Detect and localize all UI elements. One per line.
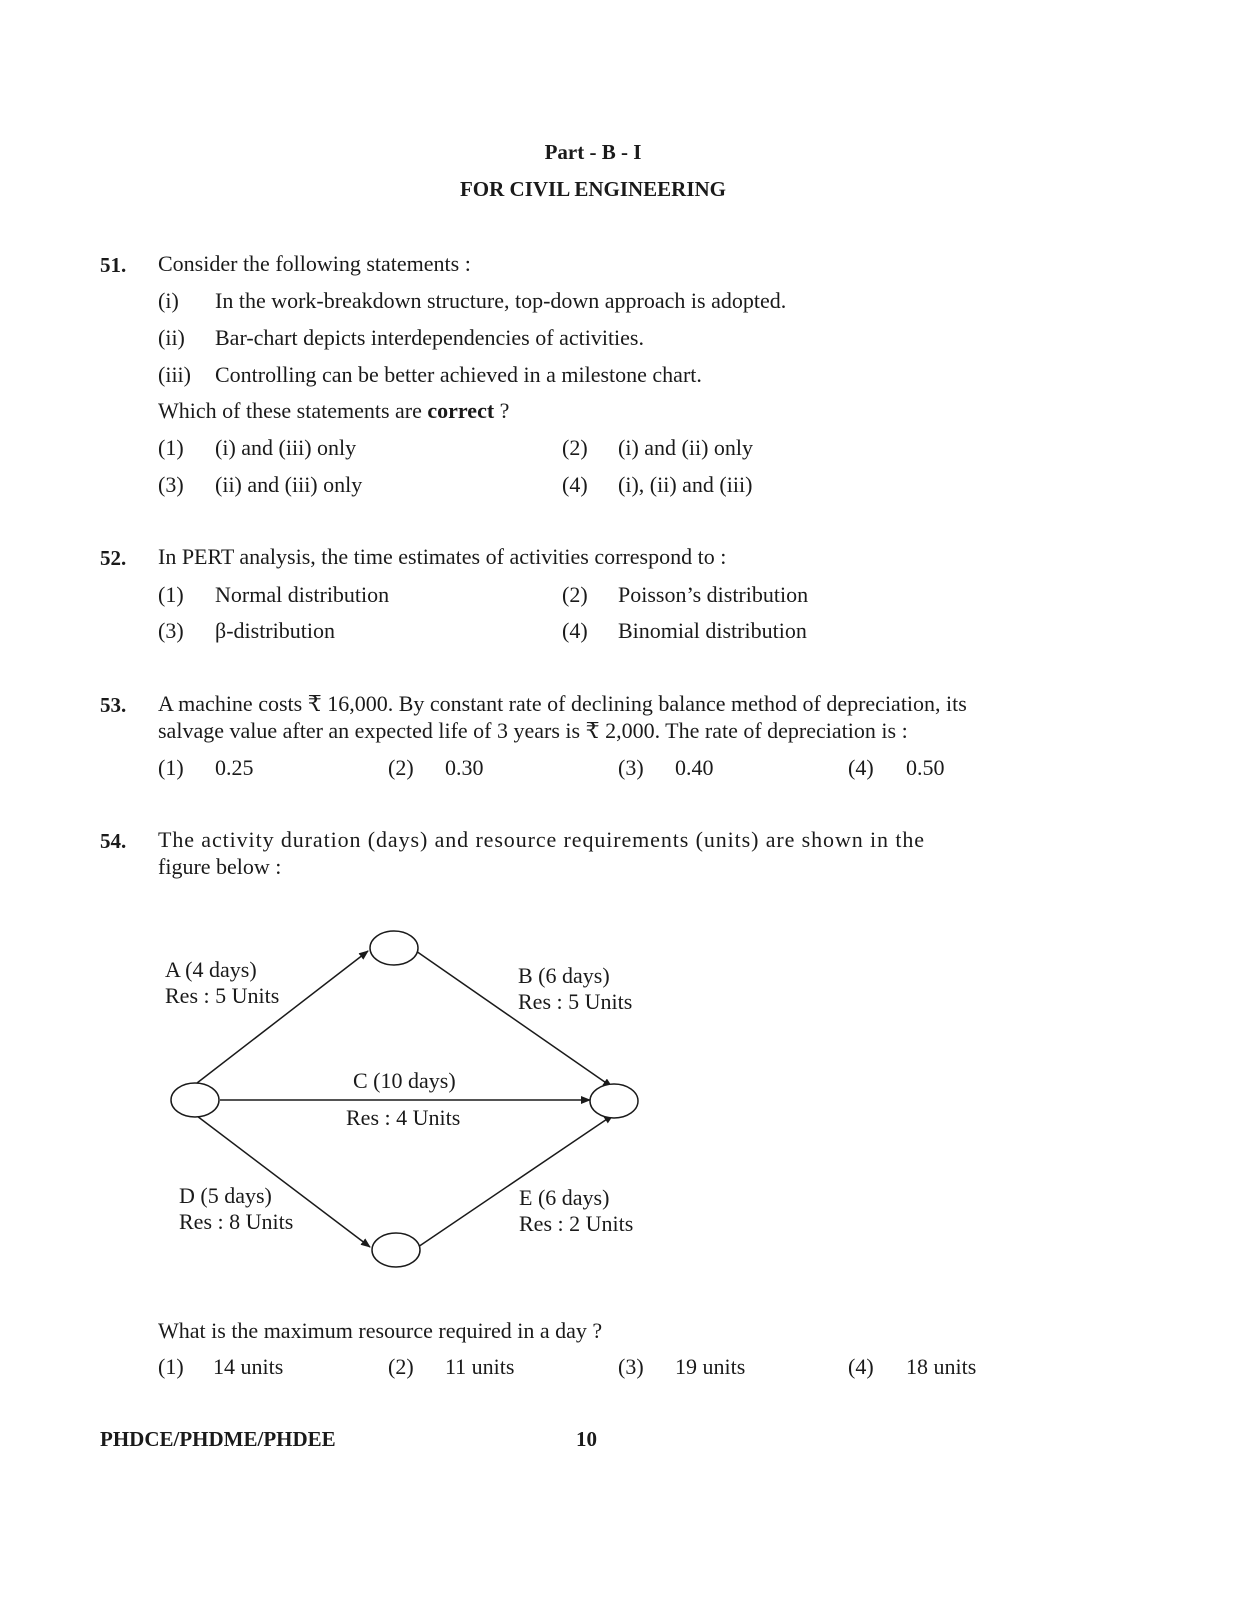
paper-code: PHDCE/PHDME/PHDEE: [100, 1427, 336, 1451]
option-text: (i), (ii) and (iii): [618, 472, 753, 497]
option-text: (i) and (iii) only: [215, 435, 357, 460]
option-number: (3): [158, 618, 184, 643]
question-stem-line: figure below :: [158, 854, 282, 879]
option-text: (i) and (ii) only: [618, 435, 754, 460]
option-number: (4): [562, 472, 588, 497]
statement-text: Controlling can be better achieved in a milestone chart.: [215, 362, 702, 387]
activity-d-label: [179, 1183, 293, 1235]
question-number: 53.: [100, 693, 127, 717]
activity-c-resource: Res : 4 Units: [346, 1105, 461, 1130]
statement-label: (ii): [158, 325, 185, 350]
node-top: [370, 931, 418, 965]
activity-a-duration: A (4 days): [165, 957, 257, 982]
option-text: (ii) and (iii) only: [215, 472, 363, 497]
node-bottom: [372, 1233, 420, 1267]
option-text: 14 units: [213, 1354, 284, 1379]
option-number: (4): [848, 1354, 874, 1379]
option-number: (3): [618, 755, 644, 780]
option-number: (4): [848, 755, 874, 780]
option-text: Normal distribution: [215, 582, 390, 607]
activity-b-resource: Res : 5 Units: [518, 989, 633, 1014]
option-text: 0.40: [675, 755, 714, 780]
section-heading: FOR CIVIL ENGINEERING: [459, 177, 727, 201]
option-number: (2): [388, 755, 414, 780]
node-start: [171, 1083, 219, 1117]
activity-a-label: [165, 957, 279, 1009]
option-number: (1): [158, 1354, 184, 1379]
activity-e-resource: Res : 2 Units: [519, 1211, 634, 1236]
activity-e-label: [519, 1185, 633, 1237]
question-stem: Consider the following statements :: [158, 251, 471, 276]
option-text: 0.30: [445, 755, 484, 780]
question-prompt: What is the maximum resource required in a day ?: [158, 1318, 603, 1343]
activity-b-duration: B (6 days): [518, 963, 610, 988]
activity-d-resource: Res : 8 Units: [179, 1209, 294, 1234]
option-text: 11 units: [445, 1354, 515, 1379]
node-end: [590, 1084, 638, 1118]
option-text: 0.50: [906, 755, 945, 780]
option-number: (1): [158, 435, 184, 460]
part-heading: Part - B - I: [544, 140, 642, 164]
activity-a-resource: Res : 5 Units: [165, 983, 280, 1008]
option-number: (1): [158, 582, 184, 607]
option-text: Poisson’s distribution: [618, 582, 809, 607]
question-stem: In PERT analysis, the time estimates of activities correspond to :: [158, 544, 727, 569]
question-stem-line: A machine costs ₹ 16,000. By constant rate of declining balance method of depreciation, its: [158, 691, 967, 716]
statement-label: (iii): [158, 362, 191, 387]
option-text: Binomial distribution: [618, 618, 807, 643]
option-number: (3): [618, 1354, 644, 1379]
option-number: (2): [562, 582, 588, 607]
question-number: 52.: [100, 546, 127, 570]
question-number: 51.: [100, 253, 127, 277]
statement-text: Bar-chart depicts interdependencies of activities.: [215, 325, 644, 350]
activity-c-duration: C (10 days): [353, 1068, 456, 1093]
option-number: (3): [158, 472, 184, 497]
option-number: (2): [388, 1354, 414, 1379]
activity-b-label: [518, 963, 632, 1015]
activity-e-duration: E (6 days): [519, 1185, 610, 1210]
page-number: 10: [576, 1427, 597, 1451]
option-text: 0.25: [215, 755, 254, 780]
option-number: (4): [562, 618, 588, 643]
option-number: (1): [158, 755, 184, 780]
option-text: 19 units: [675, 1354, 746, 1379]
statement-label: (i): [158, 288, 179, 313]
question-stem-line: The activity duration (days) and resource requirements (units) are shown in the: [158, 827, 925, 852]
option-number: (2): [562, 435, 588, 460]
option-text: 18 units: [906, 1354, 977, 1379]
question-prompt: Which of these statements are correct ?: [158, 398, 510, 423]
question-stem-line: salvage value after an expected life of 3 years is ₹ 2,000. The rate of depreciation is :: [158, 718, 908, 743]
option-text: β-distribution: [215, 618, 335, 643]
activity-d-duration: D (5 days): [179, 1183, 272, 1208]
statement-text: In the work-breakdown structure, top-down approach is adopted.: [215, 288, 787, 313]
question-number: 54.: [100, 829, 127, 853]
